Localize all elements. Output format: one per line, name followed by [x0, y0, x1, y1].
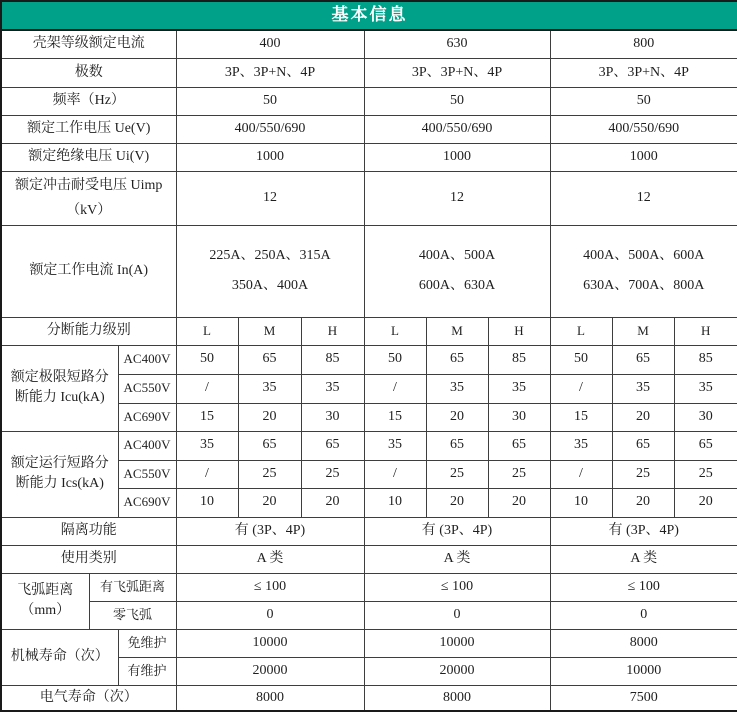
- value-cell: 有 (3P、4P): [176, 517, 364, 545]
- row-label: 极数: [1, 59, 176, 88]
- grade-cell: M: [612, 317, 674, 345]
- value-cell: 630: [364, 30, 550, 59]
- row-mech-life-free: [1, 629, 737, 657]
- value-cell: /: [364, 460, 426, 488]
- row-icu-ac400v: [1, 345, 737, 374]
- row-label: 额定极限短路分断能力 Icu(kA): [1, 345, 118, 431]
- value-cell: 50: [550, 345, 612, 374]
- value-cell: 65: [238, 345, 301, 374]
- row-ics-ac400v: [1, 431, 737, 460]
- value-cell: 50: [364, 345, 426, 374]
- row-poles: [1, 59, 737, 88]
- table-title: 基本信息: [1, 1, 737, 30]
- row-label: 隔离功能: [1, 517, 176, 545]
- value-cell: 50: [176, 88, 364, 116]
- value-cell: 7500: [550, 685, 737, 711]
- value-cell: 30: [674, 403, 737, 431]
- value-cell: 8000: [176, 685, 364, 711]
- row-isolation: [1, 517, 737, 545]
- value-cell: 8000: [364, 685, 550, 711]
- value-cell: 3P、3P+N、4P: [550, 59, 737, 88]
- value-cell: 65: [301, 431, 364, 460]
- row-label: 机械寿命（次）: [1, 629, 118, 685]
- sub-row-label: 有维护: [118, 657, 176, 685]
- value-cell: 12: [176, 172, 364, 225]
- value-cell: [550, 225, 737, 317]
- value-cell: 400/550/690: [364, 116, 550, 144]
- value-cell: 35: [364, 431, 426, 460]
- value-cell: 65: [612, 345, 674, 374]
- row-label: 额定运行短路分断能力 Ics(kA): [1, 431, 118, 517]
- value-cell: 35: [426, 374, 488, 403]
- value-cell: 35: [550, 431, 612, 460]
- value-cell: 35: [238, 374, 301, 403]
- row-label: 额定绝缘电压 Ui(V): [1, 144, 176, 172]
- value-cell: 15: [364, 403, 426, 431]
- value-cell: 3P、3P+N、4P: [176, 59, 364, 88]
- value-cell: 有 (3P、4P): [364, 517, 550, 545]
- grade-cell: H: [488, 317, 550, 345]
- grade-cell: L: [176, 317, 238, 345]
- sub-row-label: AC400V: [118, 431, 176, 460]
- row-arc-with: [1, 573, 737, 601]
- value-cell: /: [364, 374, 426, 403]
- sub-row-label: 免维护: [118, 629, 176, 657]
- value-cell: 85: [301, 345, 364, 374]
- value-cell: 400: [176, 30, 364, 59]
- value-cell: 15: [176, 403, 238, 431]
- row-label: 额定工作电流 In(A): [1, 225, 176, 317]
- value-cell: 有 (3P、4P): [550, 517, 737, 545]
- value-cell: 35: [674, 374, 737, 403]
- value-cell: 10000: [550, 657, 737, 685]
- value-cell: 30: [301, 403, 364, 431]
- value-cell: 25: [426, 460, 488, 488]
- value-cell: 10000: [176, 629, 364, 657]
- value-line: 630A、700A、800A: [583, 278, 705, 294]
- row-label: 频率（Hz）: [1, 88, 176, 116]
- value-cell: 12: [364, 172, 550, 225]
- value-cell: 20: [238, 403, 301, 431]
- row-label: 电气寿命（次）: [1, 685, 176, 711]
- value-cell: A 类: [364, 545, 550, 573]
- value-cell: 400/550/690: [550, 116, 737, 144]
- value-cell: 35: [176, 431, 238, 460]
- value-cell: 85: [488, 345, 550, 374]
- row-label: 壳架等级额定电流: [1, 30, 176, 59]
- value-line: 350A、400A: [231, 278, 309, 294]
- value-cell: /: [550, 460, 612, 488]
- value-cell: [176, 225, 364, 317]
- value-cell: 30: [488, 403, 550, 431]
- value-cell: 20000: [364, 657, 550, 685]
- value-cell: 0: [364, 601, 550, 629]
- row-label: 使用类别: [1, 545, 176, 573]
- sub-row-label: AC550V: [118, 460, 176, 488]
- grade-cell: H: [674, 317, 737, 345]
- value-cell: 1000: [550, 144, 737, 172]
- value-cell: 20: [238, 488, 301, 517]
- value-cell: 20: [426, 403, 488, 431]
- value-cell: A 类: [176, 545, 364, 573]
- row-arc-zero: [1, 601, 737, 629]
- row-ui: [1, 144, 737, 172]
- value-cell: 8000: [550, 629, 737, 657]
- value-cell: /: [176, 460, 238, 488]
- value-cell: /: [176, 374, 238, 403]
- value-cell: 35: [488, 374, 550, 403]
- row-frequency: [1, 88, 737, 116]
- value-cell: 3P、3P+N、4P: [364, 59, 550, 88]
- grade-cell: L: [550, 317, 612, 345]
- value-line: 400A、500A: [418, 248, 496, 264]
- value-cell: 25: [301, 460, 364, 488]
- row-label: 额定工作电压 Ue(V): [1, 116, 176, 144]
- value-cell: 65: [426, 345, 488, 374]
- value-cell: 25: [612, 460, 674, 488]
- row-uimp: [1, 172, 737, 225]
- row-breaking-grade: [1, 317, 737, 345]
- value-cell: 0: [176, 601, 364, 629]
- value-cell: 15: [550, 403, 612, 431]
- table-header-row: [1, 1, 737, 30]
- row-frame-current: [1, 30, 737, 59]
- sub-row-label: 有飞弧距离: [89, 573, 176, 601]
- grade-cell: M: [238, 317, 301, 345]
- value-cell: 50: [364, 88, 550, 116]
- value-cell: 12: [550, 172, 737, 225]
- value-cell: 50: [550, 88, 737, 116]
- value-line: 400A、500A、600A: [583, 248, 705, 264]
- value-cell: 10: [550, 488, 612, 517]
- sub-row-label: AC690V: [118, 488, 176, 517]
- value-cell: 0: [550, 601, 737, 629]
- row-rated-current: [1, 225, 737, 317]
- value-cell: [364, 225, 550, 317]
- value-cell: /: [550, 374, 612, 403]
- value-cell: 65: [488, 431, 550, 460]
- value-cell: 1000: [364, 144, 550, 172]
- row-usage-category: [1, 545, 737, 573]
- value-cell: 20: [612, 403, 674, 431]
- value-cell: A 类: [550, 545, 737, 573]
- value-cell: 20: [612, 488, 674, 517]
- value-cell: ≤ 100: [550, 573, 737, 601]
- value-cell: 65: [612, 431, 674, 460]
- row-label: 分断能力级别: [1, 317, 176, 345]
- value-cell: 20: [301, 488, 364, 517]
- value-line: 225A、250A、315A: [209, 248, 331, 264]
- value-cell: 10: [364, 488, 426, 517]
- sub-row-label: AC400V: [118, 345, 176, 374]
- value-cell: 65: [238, 431, 301, 460]
- value-line: 600A、630A: [418, 278, 496, 294]
- value-cell: 25: [238, 460, 301, 488]
- value-cell: 1000: [176, 144, 364, 172]
- value-cell: ≤ 100: [364, 573, 550, 601]
- value-cell: 20: [426, 488, 488, 517]
- value-cell: 50: [176, 345, 238, 374]
- value-cell: 10000: [364, 629, 550, 657]
- value-cell: 20000: [176, 657, 364, 685]
- row-elec-life: [1, 685, 737, 711]
- value-cell: 25: [488, 460, 550, 488]
- grade-cell: L: [364, 317, 426, 345]
- row-label: 额定冲击耐受电压 Uimp（kV）: [1, 172, 176, 225]
- sub-row-label: 零飞弧: [89, 601, 176, 629]
- value-cell: 85: [674, 345, 737, 374]
- value-cell: 10: [176, 488, 238, 517]
- value-cell: 35: [301, 374, 364, 403]
- value-cell: 20: [488, 488, 550, 517]
- value-cell: 400/550/690: [176, 116, 364, 144]
- value-cell: 20: [674, 488, 737, 517]
- row-label: 飞弧距离（mm）: [1, 573, 89, 629]
- value-cell: 800: [550, 30, 737, 59]
- value-cell: 65: [674, 431, 737, 460]
- value-cell: 25: [674, 460, 737, 488]
- row-ue: [1, 116, 737, 144]
- value-cell: ≤ 100: [176, 573, 364, 601]
- sub-row-label: AC550V: [118, 374, 176, 403]
- sub-row-label: AC690V: [118, 403, 176, 431]
- grade-cell: H: [301, 317, 364, 345]
- value-cell: 65: [426, 431, 488, 460]
- value-cell: 35: [612, 374, 674, 403]
- grade-cell: M: [426, 317, 488, 345]
